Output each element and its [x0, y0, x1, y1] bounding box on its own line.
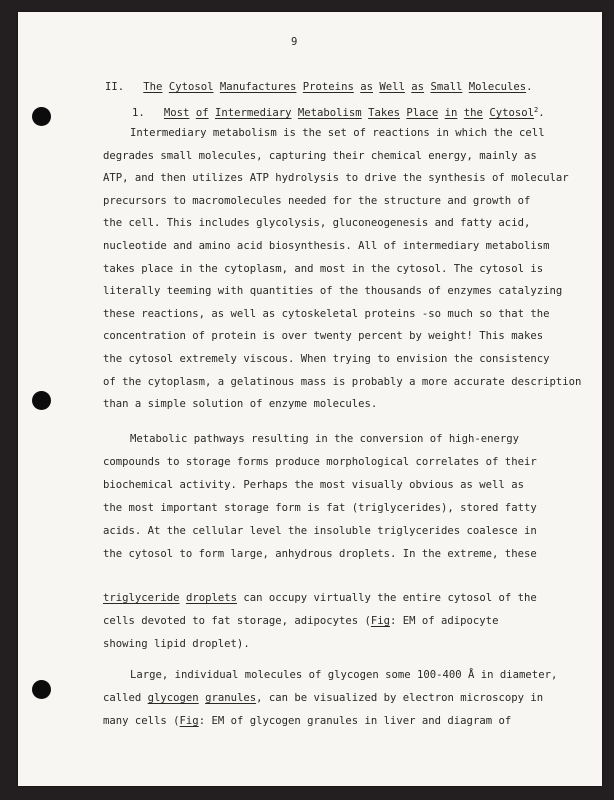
subsection-heading — [132, 104, 545, 119]
heading-title — [143, 81, 526, 93]
footnote-marker: 2 — [533, 106, 539, 114]
heading-numeral: II. — [105, 81, 125, 93]
term-triglyceride: triglyceride — [103, 592, 180, 604]
subheading-word: Cytosol — [489, 107, 534, 119]
paragraph-1-line: literally teeming with quantities of the thousands of enzymes catalyzing — [103, 285, 563, 298]
paragraph-1-line: Intermediary metabolism is the set of reactions in which the cell — [130, 127, 545, 139]
section-heading — [105, 81, 533, 93]
heading-word: The — [143, 81, 163, 93]
paragraph-3-line — [103, 715, 511, 727]
heading-word: as — [360, 81, 373, 93]
heading-end: . — [526, 81, 533, 93]
paragraph-1-line: concentration of protein is over twenty percent by weight! This makes — [103, 330, 544, 343]
heading-word: Proteins — [302, 81, 354, 93]
paragraph-1-line: precursors to macromolecules needed for the structure and growth of — [103, 194, 531, 207]
paragraph-1-line: of the cytoplasm, a gelatinous mass is probably a more accurate description — [103, 375, 582, 388]
paragraph-2-line: compounds to storage forms produce morphological correlates of their — [103, 456, 537, 468]
subheading-word: Place — [406, 107, 439, 119]
paragraph-1-line: than a simple solution of enzyme molecules. — [103, 398, 378, 411]
paragraph-3-text: , can be visualized by electron microscopy in — [256, 692, 544, 704]
page-text — [18, 12, 602, 786]
heading-word: Small — [430, 81, 463, 93]
paragraph-1-line: degrades small molecules, capturing their chemical energy, mainly as — [103, 149, 537, 162]
fig-reference: Fig — [370, 615, 391, 627]
paragraph-3-text: called — [103, 692, 148, 704]
fig-reference: Fig — [179, 715, 199, 727]
paragraph-2-line: the most important storage form is fat (triglycerides), stored fatty — [103, 502, 537, 514]
subheading-word: Intermediary — [214, 107, 292, 119]
paragraph-2-line — [103, 615, 498, 627]
term-glycogen: glycogen — [147, 692, 199, 704]
paragraph-2-line: biochemical activity. Perhaps the most visually obvious as well as — [103, 479, 524, 491]
paragraph-2-text: cells devoted to fat storage, adipocytes ( — [103, 615, 371, 627]
paragraph-1-line: the cytosol extremely viscous. When trying to envision the consistency — [103, 353, 550, 365]
heading-word: as — [411, 81, 425, 93]
subheading-word: the — [463, 107, 483, 119]
paragraph-3-line: Large, individual molecules of glycogen some 100-400 Å in diameter, — [130, 669, 558, 681]
paragraph-1-line: takes place in the cytoplasm, and most in the cytosol. The cytosol is — [103, 262, 544, 275]
page-number: 9 — [291, 36, 298, 48]
paragraph-1-line: the cell. This includes glycolysis, gluconeogenesis and fatty acid, — [103, 217, 531, 230]
subheading-word: Most — [163, 107, 190, 119]
paragraph-1-line: nucleotide and amino acid biosynthesis. All of intermediary metabolism — [103, 240, 550, 252]
term-granules: granules — [205, 692, 257, 704]
paragraph-2-line: showing lipid droplet). — [103, 638, 250, 650]
term-droplets: droplets — [185, 592, 237, 604]
paragraph-3-text: : EM of glycogen granules in liver and diagram of — [198, 715, 512, 727]
subheading-number: 1. — [132, 107, 145, 119]
subheading-word: of — [195, 107, 209, 119]
paragraph-2-line — [103, 592, 537, 604]
paragraph-2-line: the cytosol to form large, anhydrous droplets. In the extreme, these — [103, 548, 537, 560]
paragraph-2-line: Metabolic pathways resulting in the conversion of high-energy — [130, 433, 520, 445]
subheading-title — [164, 107, 534, 119]
heading-word: Manufactures — [219, 81, 297, 93]
subheading-end: . — [538, 107, 545, 119]
paragraph-1-line: ATP, and then utilizes ATP hydrolysis to drive the synthesis of molecular — [103, 172, 569, 185]
paragraph-3-line — [103, 692, 543, 704]
subheading-word: in — [444, 107, 458, 119]
heading-word: Molecules — [468, 81, 527, 93]
paragraph-3-text: many cells ( — [103, 715, 180, 727]
heading-word: Well — [379, 81, 405, 93]
paragraph-2-line: acids. At the cellular level the insoluble triglycerides coalesce in — [103, 525, 537, 537]
document-page — [18, 12, 602, 786]
paragraph-1-line: these reactions, as well as cytoskeletal proteins -so much so that the — [103, 307, 550, 320]
subheading-word: Takes — [368, 107, 400, 119]
heading-word: Cytosol — [168, 81, 214, 93]
paragraph-2-text: can occupy virtually the entire cytosol of the — [236, 592, 537, 604]
subheading-word: Metabolism — [297, 107, 362, 119]
paragraph-2-text: : EM of adipocyte — [390, 615, 499, 627]
